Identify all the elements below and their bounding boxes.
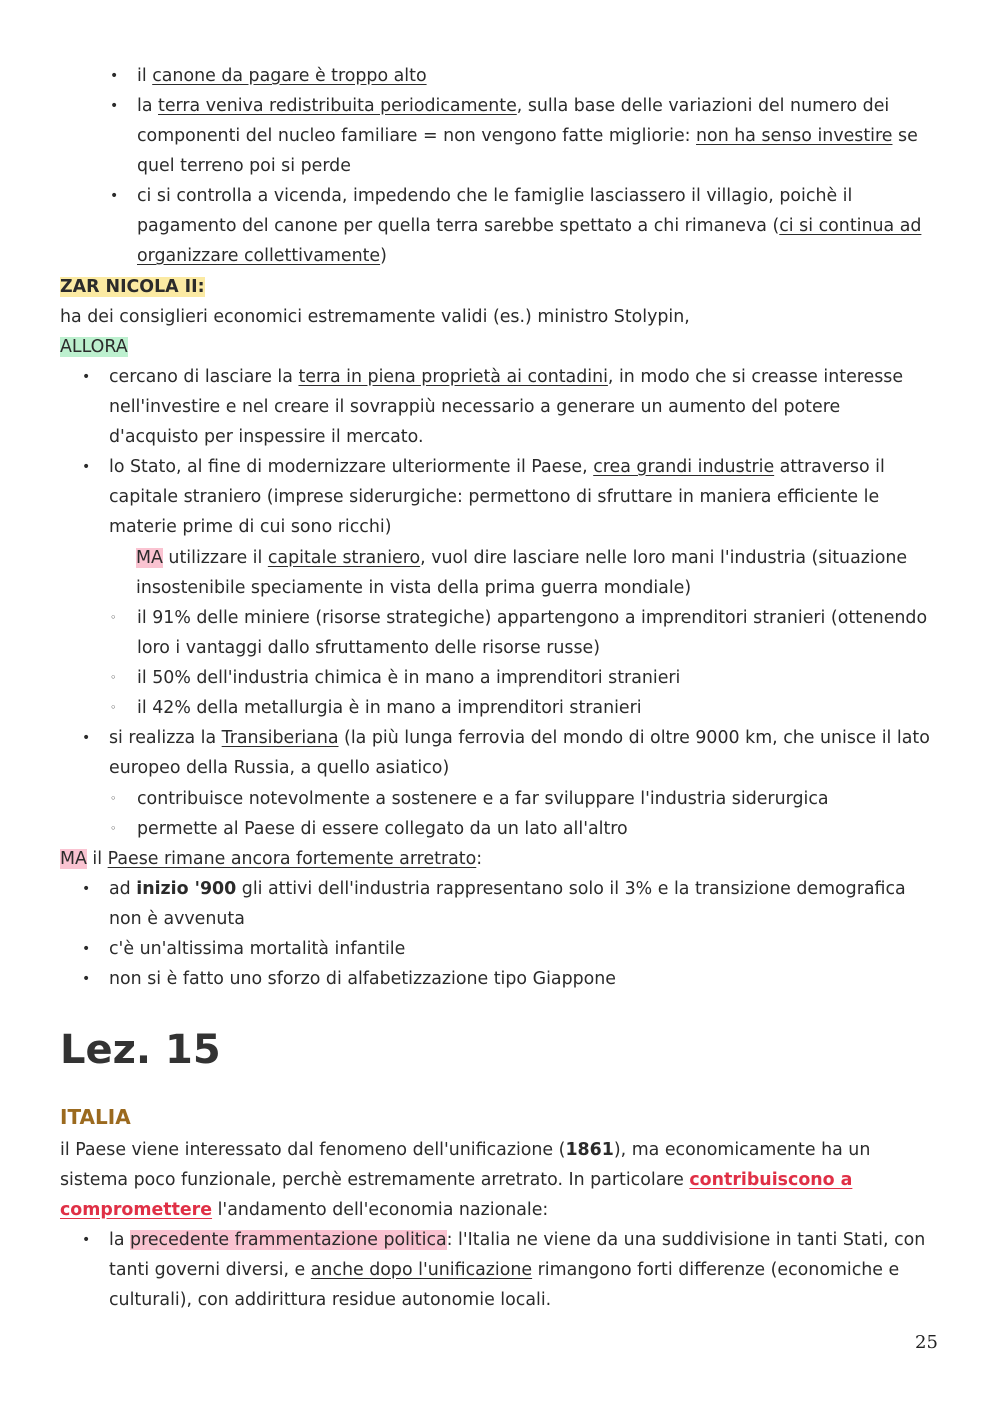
list-item: si realizza la Transiberiana (la più lunga ferrovia del mondo di oltre 9000 km, che unisce il lato [109,728,930,748]
paragraph-continuation: sistema poco funzionale, perchè estremamente arretrato. In particolare contribuiscono a [60,1170,853,1190]
bullet-icon: • [110,98,119,114]
list-item-continuation: componenti del nucleo familiare = non vengono fatte migliorie: non ha senso investire se [137,126,918,146]
bullet-icon: • [82,730,91,746]
bullet-icon: • [82,941,91,957]
sub-list-item: contribuisce notevolmente a sostenere e a far sviluppare l'industria siderurgica [137,789,829,809]
bullet-icon: • [82,971,91,987]
sub-list-item: il 91% delle miniere (risorse strategiche) appartengono a imprenditori stranieri (ottenendo [137,608,928,628]
paragraph-continuation: compromettere l'andamento dell'economia nazionale: [60,1200,549,1220]
paragraph: ha dei consiglieri economici estremamente validi (es.) ministro Stolypin, [60,307,690,327]
allora-label: ALLORA [60,337,128,357]
sub-list-item: il 50% dell'industria chimica è in mano a imprenditori stranieri [137,668,681,688]
bullet-icon: • [110,188,119,204]
list-item: ad inizio '900 gli attivi dell'industria rappresentano solo il 3% e la transizione demografica [109,879,906,899]
bullet-icon: • [82,459,91,475]
list-item-continuation: pagamento del canone per quella terra sarebbe spettato a chi rimaneva (ci si continua ad [137,216,922,236]
sub-bullet-icon: ◦ [110,671,117,684]
sub-bullet-icon: ◦ [110,611,117,624]
list-item-continuation: d'acquisto per inspessire il mercato. [109,427,424,447]
section-heading-zar: ZAR NICOLA II: [60,277,205,297]
bullet-icon: • [82,1232,91,1248]
list-item: lo Stato, al fine di modernizzare ulteriormente il Paese, crea grandi industrie attraverso il [109,457,885,477]
list-item-continuation: organizzare collettivamente) [137,246,387,266]
ma-paragraph-continuation: insostenibile speciamente in vista della prima guerra mondiale) [136,578,692,598]
sub-bullet-icon: ◦ [110,792,117,805]
sub-bullet-icon: ◦ [110,822,117,835]
list-item-continuation: nell'investire e nel creare il sovrappiù necessario a generare un aumento del potere [109,397,841,417]
paragraph: il Paese viene interessato dal fenomeno dell'unificazione (1861), ma economicamente ha un [60,1140,871,1160]
section-heading-italia: ITALIA [60,1105,131,1129]
list-item-continuation: tanti governi diversi, e anche dopo l'unificazione rimangono forti differenze (economiche e [109,1260,900,1280]
list-item-continuation: europeo della Russia, a quello asiatico) [109,758,450,778]
list-item-continuation: capitale straniero (imprese siderurgiche: permettono di sfruttare in maniera efficiente le [109,487,880,507]
bullet-icon: • [82,369,91,385]
list-item: il canone da pagare è troppo alto [137,66,427,86]
list-item: la precedente frammentazione politica: l'Italia ne viene da una suddivisione in tanti Stati, con [109,1230,926,1250]
ma-paragraph: MA il Paese rimane ancora fortemente arretrato: [60,849,483,869]
list-item: cercano di lasciare la terra in piena proprietà ai contadini, in modo che si creasse interesse [109,367,904,387]
bullet-icon: • [110,68,119,84]
list-item: c'è un'altissima mortalità infantile [109,939,406,959]
list-item-continuation: culturali), con addirittura residue autonomie locali. [109,1290,552,1310]
bullet-icon: • [82,881,91,897]
page-number: 25 [915,1332,938,1353]
list-item: ci si controlla a vicenda, impedendo che le famiglie lasciassero il villagio, poichè il [137,186,853,206]
sub-list-item: permette al Paese di essere collegato da un lato all'altro [137,819,628,839]
list-item: non si è fatto uno sforzo di alfabetizzazione tipo Giappone [109,969,617,989]
ma-paragraph: MA utilizzare il capitale straniero, vuol dire lasciare nelle loro mani l'industria (situazione [136,548,908,568]
list-item-continuation: materie prime di cui sono ricchi) [109,517,392,537]
sub-bullet-icon: ◦ [110,701,117,714]
list-item-continuation: non è avvenuta [109,909,245,929]
list-item-continuation: quel terreno poi si perde [137,156,351,176]
sub-list-item: il 42% della metallurgia è in mano a imprenditori stranieri [137,698,642,718]
list-item: la terra veniva redistribuita periodicamente, sulla base delle variazioni del numero dei [137,96,890,116]
lesson-heading: Lez. 15 [60,1027,221,1073]
sub-list-item-continuation: loro i vantaggi dallo sfruttamento delle risorse russe) [137,638,600,658]
